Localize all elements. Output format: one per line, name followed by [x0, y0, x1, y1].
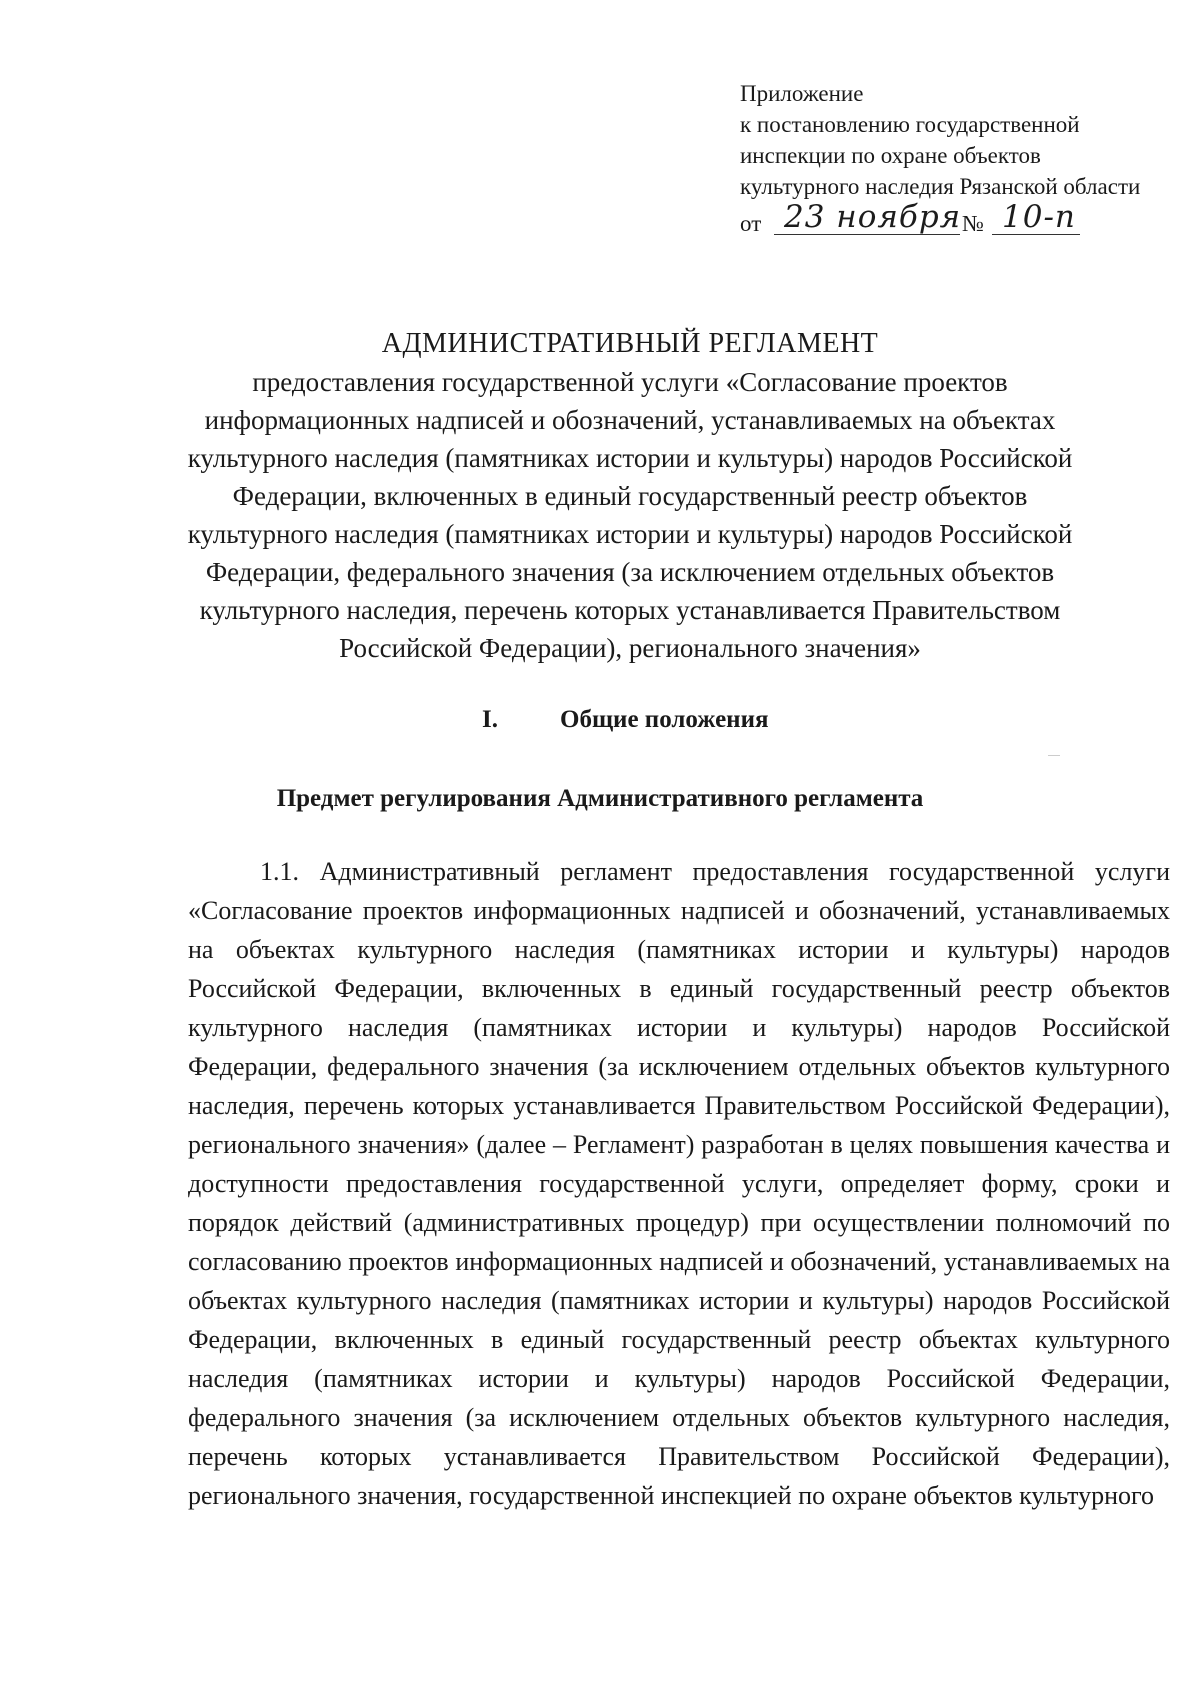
annex-line-4: культурного наследия Рязанской области	[740, 174, 1141, 199]
title-main: АДМИНИСТРАТИВНЫЙ РЕГЛАМЕНТ	[381, 328, 879, 359]
paragraph-1-1: 1.1. Административный регламент предоставления государственной услуги «Согласование проектов информационных надписей и обозначений, устанавливаемых на объектах культурного наследия (памятниках истории и культуры) народов Российской Федерации, включенных в единый государственный реестр объектов культурного наследия (памятниках истории и культуры) народов Российской Федерации, федерального значения (за исключением отдельных объектов культурного наследия, перечень которых устанавливается Правительством Российской Федерации), регионального значения» (далее – Регламент) разработан в целях повышения качества и доступности предоставления государственной услуги, определяет форму, сроки и порядок действий (административных процедур) при осуществлении полномочий по согласованию проектов информационных надписей и обозначений, устанавливаемых на объектах культурного наследия (памятниках истории и культуры) народов Российской Федерации, включенных в единый государственный реестр объектах культурного наследия (памятниках истории и культуры) народов Российской Федерации, федерального значения (за исключением отдельных объектов культурного наследия, перечень которых устанавливается Правительством Российской Федерации), регионального значения, государственной инспекцией по охране объектов культурного	[188, 857, 1170, 1510]
annex-date-line	[740, 199, 1180, 236]
scan-artifact	[1048, 755, 1060, 756]
title-line: культурного наследия (памятниках истории и культуры) народов Российской	[187, 443, 1073, 473]
title-line: информационных надписей и обозначений, устанавливаемых на объектах	[204, 405, 1056, 435]
date-prefix: от	[740, 211, 762, 236]
title-line: культурного наследия, перечень которых устанавливается Правительством	[199, 595, 1061, 625]
title-line: Федерации, включенных в единый государственный реестр объектов	[232, 481, 1028, 511]
section-number: I.	[482, 706, 498, 733]
body-text	[188, 852, 1170, 1515]
title-line: культурного наследия (памятниках истории и культуры) народов Российской	[187, 519, 1073, 549]
annex-header	[740, 78, 1180, 236]
title-line: Российской Федерации), регионального значения»	[339, 633, 921, 663]
annex-line-2: к постановлению государственной	[740, 112, 1080, 137]
title-line: Федерации, федерального значения (за исключением отдельных объектов	[205, 557, 1055, 587]
handwritten-number: 10-п	[1002, 199, 1076, 235]
annex-line-3: инспекции по охране объектов	[740, 143, 1041, 168]
number-sign: №	[962, 211, 984, 236]
document-title	[150, 325, 1110, 667]
subsection-heading: Предмет регулирования Административного регламента	[276, 785, 924, 812]
handwritten-date: 23 ноября	[784, 199, 962, 235]
annex-line-1: Приложение	[740, 81, 864, 106]
section-title: Общие положения	[560, 706, 769, 733]
title-line: предоставления государственной услуги «Согласование проектов	[252, 367, 1008, 397]
